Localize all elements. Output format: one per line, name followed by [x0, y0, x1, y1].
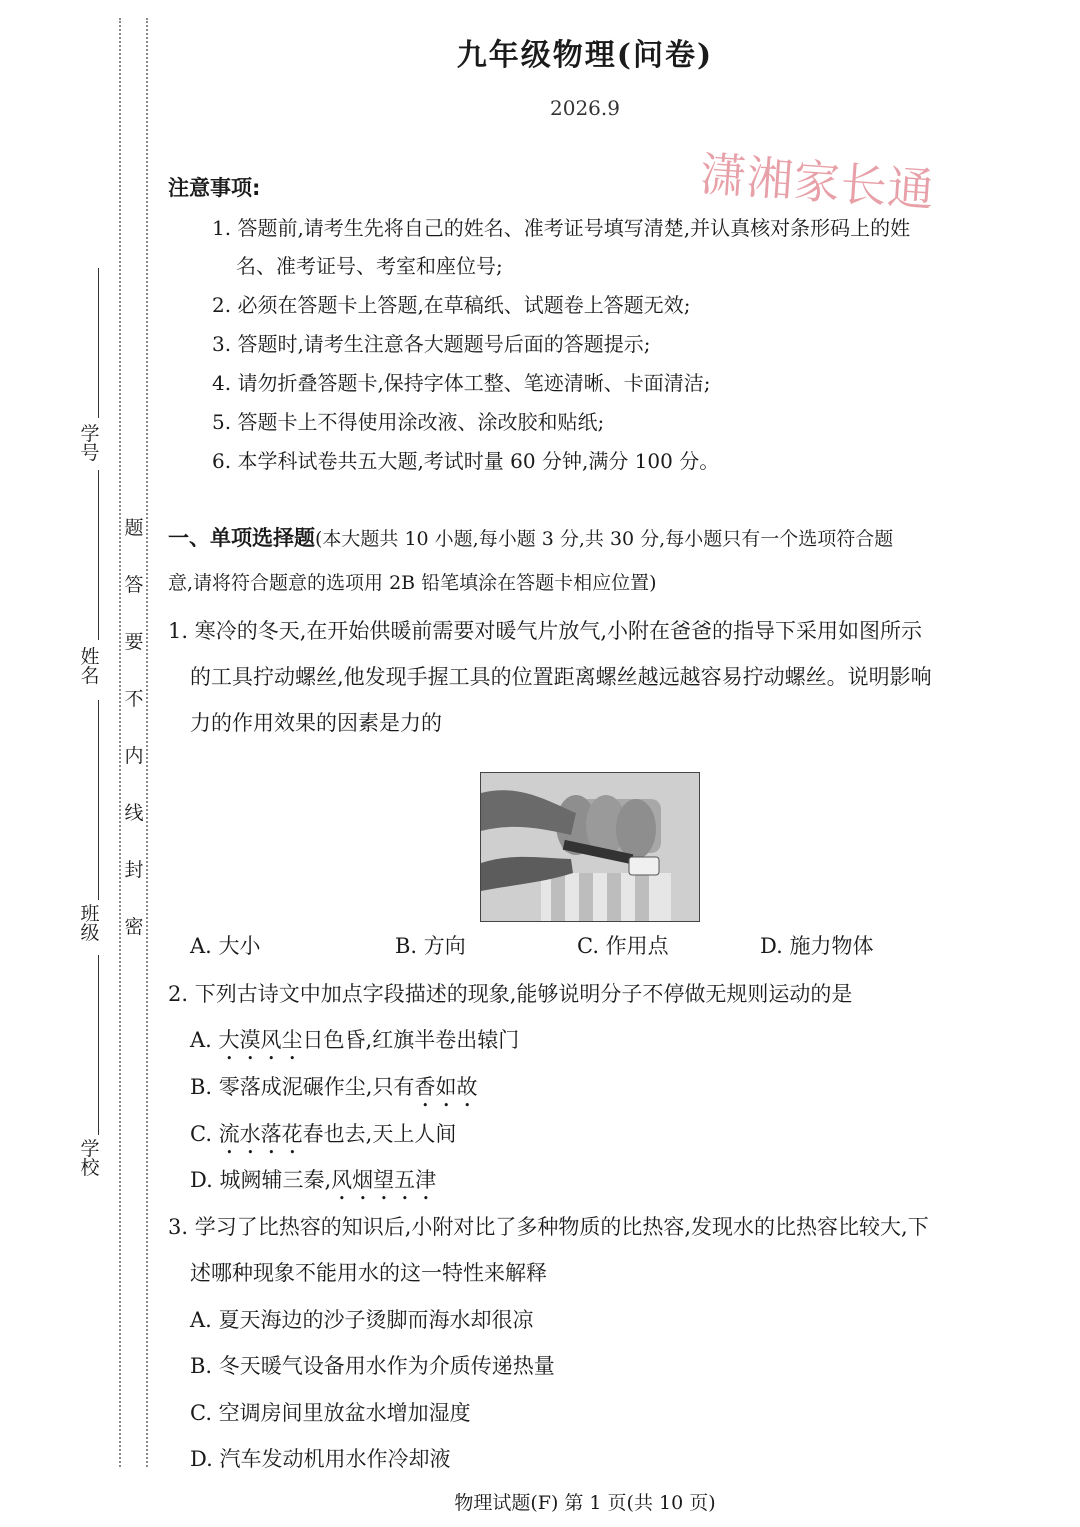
option-text: 春也去,天上人间 [302, 1122, 457, 1146]
option-text: 日色昏,红旗半卷出辕门 [302, 1028, 520, 1052]
question-2-option-d [190, 1164, 436, 1205]
notice-heading: 注意事项: [168, 176, 261, 200]
option-text: 城阙辅三秦, [219, 1168, 332, 1192]
field-line-student-id-2 [98, 470, 99, 640]
section-description-line2: 意,请将符合题意的选项用 2B 铅笔填涂在答题卡相应位置) [168, 572, 657, 594]
option-text: 零落成泥碾作尘,只有 [218, 1075, 415, 1099]
field-label-student-id: 学 号 [80, 423, 100, 464]
seal-char: 答 [124, 574, 144, 596]
question-1-stem-line2: 的工具拧动螺丝,他发现手握工具的位置距离螺丝越远越容易拧动螺丝。说明影响 [190, 665, 932, 689]
question-2-option-a [190, 1024, 519, 1065]
option-letter: B. [190, 1075, 219, 1099]
field-label-school: 学 校 [80, 1138, 100, 1179]
dotted-phrase: 流水落花 [218, 1122, 303, 1146]
question-1-option-c: C. 作用点 [577, 934, 669, 958]
question-1-stem-line3: 力的作用效果的因素是力的 [190, 711, 442, 735]
notice-item: 2. 必须在答题卡上答题,在草稿纸、试题卷上答题无效; [212, 293, 691, 317]
field-label-class: 班 级 [80, 903, 100, 944]
notice-item: 6. 本学科试卷共五大题,考试时量 60 分钟,满分 100 分。 [212, 449, 720, 473]
radiator-wrench-photo [480, 772, 700, 922]
seal-char: 密 [124, 916, 144, 938]
question-2-stem: 2. 下列古诗文中加点字段描述的现象,能够说明分子不停做无规则运动的是 [168, 982, 853, 1006]
question-3-stem: 3. 学习了比热容的知识后,小附对比了多种物质的比热容,发现水的比热容比较大,下 [168, 1215, 929, 1239]
binding-dotted-line-inner [119, 18, 121, 1467]
notice-item: 3. 答题时,请考生注意各大题题号后面的答题提示; [212, 332, 651, 356]
field-line-name [98, 700, 99, 900]
watermark: 潇湘家长通 [698, 146, 937, 218]
option-letter: D. [190, 1168, 220, 1192]
exam-date: 2026.9 [550, 96, 620, 120]
seal-char: 不 [124, 688, 144, 710]
question-2-option-b [190, 1071, 477, 1112]
question-1-stem: 1. 寒冷的冬天,在开始供暖前需要对暖气片放气,小附在爸爸的指导下采用如图所示 [168, 619, 923, 643]
question-1-option-d: D. 施力物体 [760, 934, 874, 958]
notice-item: 5. 答题卡上不得使用涂改液、涂改胶和贴纸; [212, 410, 605, 434]
section-title: 一、单项选择题 [168, 526, 315, 550]
question-3-option-c: C. 空调房间里放盆水增加湿度 [190, 1401, 471, 1425]
question-3-option-a: A. 夏天海边的沙子烫脚而海水却很凉 [190, 1308, 534, 1332]
question-3-stem-line2: 述哪种现象不能用水的这一特性来解释 [190, 1261, 547, 1285]
field-line-student-id [98, 268, 99, 418]
notice-item-continued: 名、准考证号、考室和座位号; [236, 254, 503, 278]
question-3-option-b: B. 冬天暖气设备用水作为介质传递热量 [190, 1354, 555, 1378]
binding-dotted-line-outer [146, 18, 148, 1467]
notice-item: 1. 答题前,请考生先将自己的姓名、准考证号填写清楚,并认真核对条形码上的姓 [212, 216, 911, 240]
seal-char: 线 [124, 802, 144, 824]
dotted-phrase: 香如故 [414, 1075, 478, 1099]
dotted-phrase: 大漠风尘 [218, 1028, 303, 1052]
seal-char: 题 [124, 517, 144, 539]
question-2-option-c [190, 1118, 456, 1159]
question-3-option-d: D. 汽车发动机用水作冷却液 [190, 1447, 451, 1471]
section-heading [168, 522, 893, 552]
field-label-name: 姓 名 [80, 646, 100, 687]
question-1-option-b: B. 方向 [395, 934, 466, 958]
seal-char: 要 [124, 631, 144, 653]
question-1-option-a: A. 大小 [190, 934, 261, 958]
seal-char: 内 [124, 745, 144, 767]
field-line-class [98, 955, 99, 1135]
page-footer: 物理试题(F) 第 1 页(共 10 页) [454, 1492, 716, 1514]
option-letter: C. [190, 1122, 219, 1146]
option-letter: A. [190, 1028, 219, 1052]
notice-item: 4. 请勿折叠答题卡,保持字体工整、笔迹清晰、卡面清洁; [212, 371, 711, 395]
section-description: (本大题共 10 小题,每小题 3 分,共 30 分,每小题只有一个选项符合题 [315, 528, 894, 550]
seal-char: 封 [124, 859, 144, 881]
dotted-phrase: 风烟望五津 [331, 1168, 437, 1192]
page-title: 九年级物理(问卷) [456, 38, 714, 73]
